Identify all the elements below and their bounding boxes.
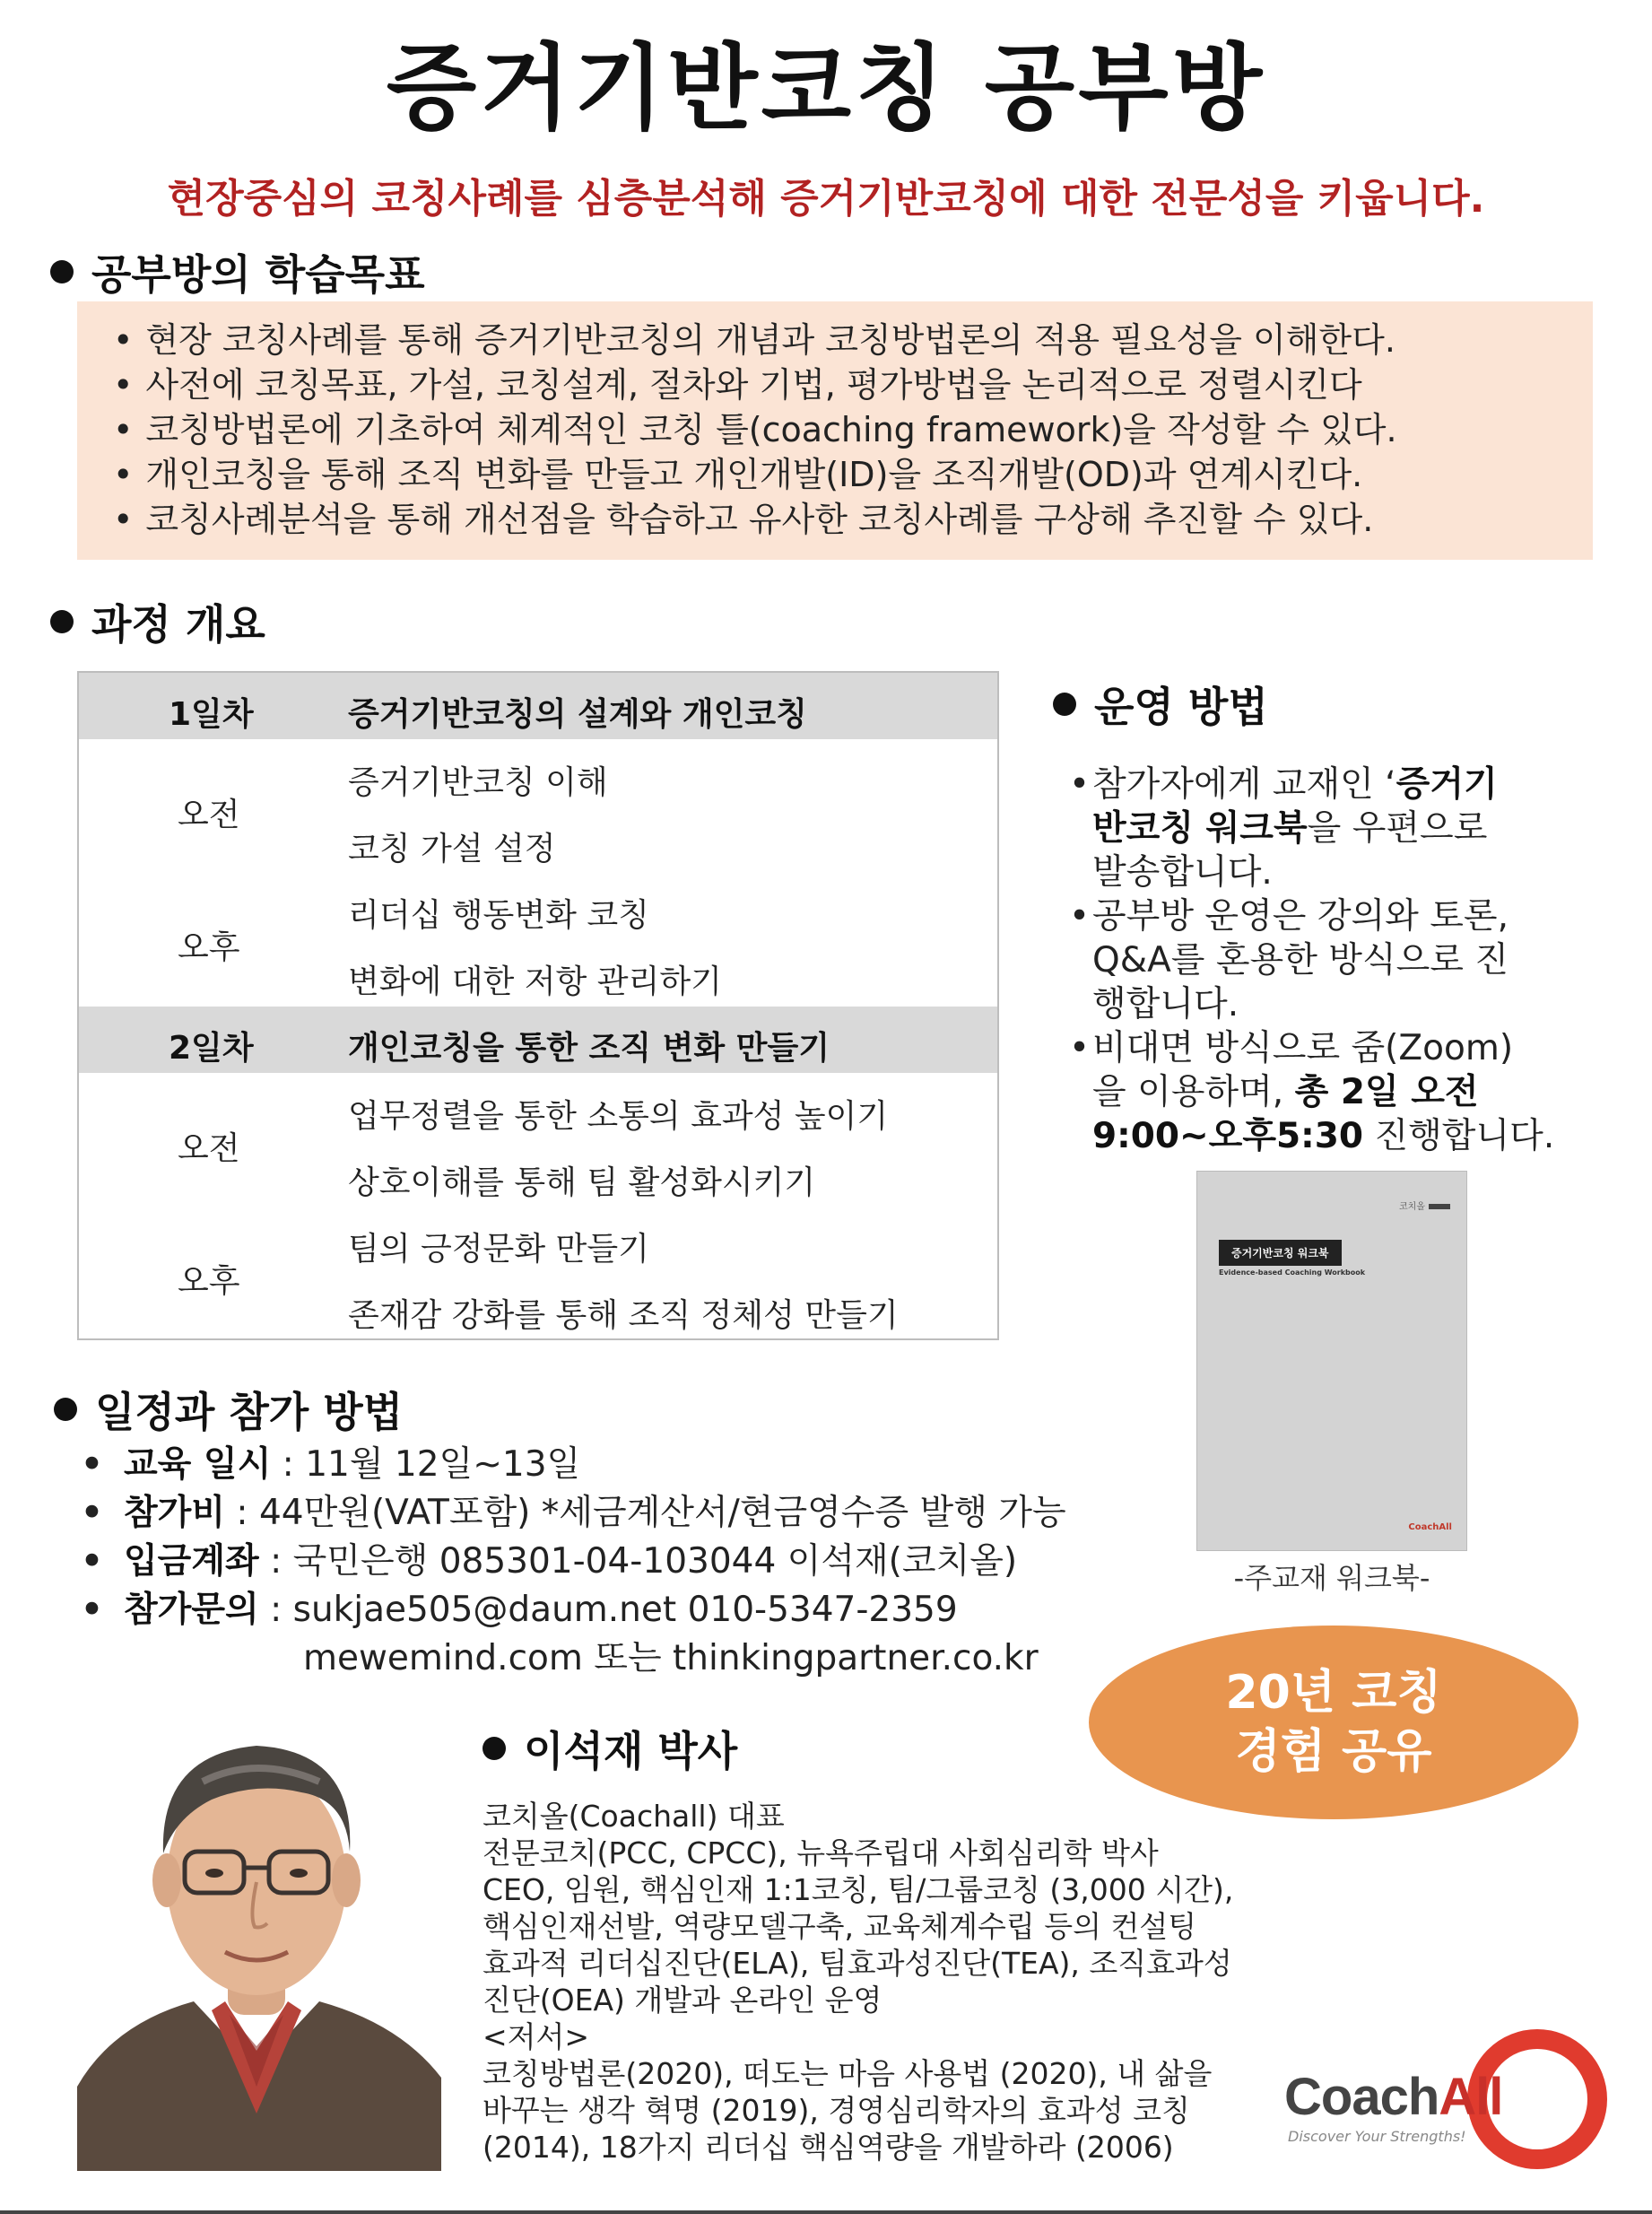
contact-websites: mewemind.com 또는 thinkingpartner.co.kr xyxy=(303,1638,1039,1678)
workbook-cover-title: 증거기반코칭 워크북 xyxy=(1219,1240,1342,1266)
goals-box xyxy=(77,301,1593,560)
logo-brand: CoachAll xyxy=(1284,2068,1503,2126)
operation-heading-text: 운영 방법 xyxy=(1094,683,1268,731)
workbook-cover-subtitle: Evidence-based Coaching Workbook xyxy=(1219,1268,1366,1277)
operation-heading xyxy=(1053,675,1268,734)
course-heading xyxy=(50,592,265,651)
session-label: 오후 xyxy=(178,1263,240,1300)
goal-item: • 현장 코칭사례를 통해 증거기반코칭의 개념과 코칭방법론의 적용 필요성을 이해한다. xyxy=(113,320,1396,360)
badge-line: 20년 코칭 xyxy=(1225,1666,1442,1720)
workbook-publisher: 코치올 xyxy=(1399,1199,1450,1212)
operation-item: • 공부방 운영은 강의와 토론, Q&A를 혼용한 방식으로 진 행합니다. xyxy=(1069,894,1571,1026)
day-header-row xyxy=(79,673,997,739)
schedule-list xyxy=(77,1441,1109,1683)
course-table xyxy=(77,671,999,1340)
schedule-heading-text: 일정과 참가 방법 xyxy=(95,1388,404,1436)
goal-item: • 개인코칭을 통해 조직 변화를 만들고 개인개발(ID)을 조직개발(OD)과 연계시킨다. xyxy=(113,455,1363,494)
day-label: 1일차 xyxy=(169,696,254,733)
session-topic: 증거기반코칭 이해 xyxy=(348,764,608,801)
operation-item: • 참가자에게 교재인 ‘증거기 반코칭 워크북을 우편으로 발송합니다. xyxy=(1069,763,1571,894)
bio-line: 진단(OEA) 개발과 온라인 운영 xyxy=(483,1983,883,2018)
session-topic: 리더십 행동변화 코칭 xyxy=(348,897,649,934)
goal-item: • 코칭사례분석을 통해 개선점을 학습하고 유사한 코칭사례를 구상해 추진할 수 있다. xyxy=(113,500,1374,539)
bullet-icon xyxy=(50,260,74,283)
session-label: 오전 xyxy=(178,1130,240,1167)
session-label: 오후 xyxy=(178,929,240,966)
bullet-icon xyxy=(54,1398,77,1421)
logo-tagline: Discover Your Strengths! xyxy=(1288,2128,1466,2145)
session-topic: 존재감 강화를 통해 조직 정체성 만들기 xyxy=(348,1297,899,1334)
bullet-icon xyxy=(50,610,74,633)
day-header-row xyxy=(79,1007,997,1073)
bio-heading-text: 이석재 박사 xyxy=(524,1727,738,1775)
portrait-photo xyxy=(77,1692,441,2171)
bio-line: 바꾸는 생각 혁명 (2019), 경영심리학자의 효과성 코칭 xyxy=(483,2093,1190,2128)
day-label: 2일차 xyxy=(169,1030,254,1067)
session-topic: 상호이해를 통해 팀 활성화시키기 xyxy=(348,1164,816,1201)
operation-list xyxy=(1069,763,1571,1158)
bio-line: 코치올(Coachall) 대표 xyxy=(483,1799,785,1834)
day-theme: 증거기반코칭의 설계와 개인코칭 xyxy=(348,696,807,733)
bio-text xyxy=(483,1798,1290,2166)
bio-line: 전문코치(PCC, CPCC), 뉴욕주립대 사회심리학 박사 xyxy=(483,1835,1159,1870)
operation-item: • 비대면 방식으로 줌(Zoom) 을 이용하며, 총 2일 오전 9:00~오후5:30 진행합니다. xyxy=(1069,1026,1571,1158)
experience-badge xyxy=(1089,1626,1578,1819)
workbook-caption: -주교재 워크북- xyxy=(1233,1561,1430,1595)
page-subtitle: 현장중심의 코칭사례를 심층분석해 증거기반코칭에 대한 전문성을 키웁니다. xyxy=(167,176,1485,222)
course-heading-text: 과정 개요 xyxy=(91,600,265,649)
schedule-heading xyxy=(54,1380,403,1439)
schedule-row: • 참가문의 : sukjae505@daum.net 010-5347-2359 xyxy=(81,1590,958,1630)
bio-line: (2014), 18가지 리더십 핵심역량을 개발하라 (2006) xyxy=(483,2130,1174,2165)
bio-line: 핵심인재선발, 역량모델구축, 교육체계수립 등의 컨설팅 xyxy=(483,1909,1197,1944)
bullet-icon xyxy=(483,1737,506,1760)
session-topic: 팀의 긍정문화 만들기 xyxy=(348,1231,649,1268)
portrait-illustration xyxy=(77,1692,441,2171)
schedule-row: • 입금계좌 : 국민은행 085301-04-103044 이석재(코치올) xyxy=(81,1541,1018,1582)
bottom-divider xyxy=(0,2210,1652,2214)
bullet-icon xyxy=(1053,693,1076,716)
session-topic: 코칭 가설 설정 xyxy=(348,831,556,867)
bio-line: 효과적 리더십진단(ELA), 팀효과성진단(TEA), 조직효과성 xyxy=(483,1946,1232,1981)
page-title: 증거기반코칭 공부방 xyxy=(386,33,1266,143)
workbook-cover-image xyxy=(1196,1171,1467,1551)
session-topic: 변화에 대한 저항 관리하기 xyxy=(348,963,722,1000)
session-label: 오전 xyxy=(178,797,240,833)
goals-heading-text: 공부방의 학습목표 xyxy=(91,250,425,299)
goals-heading xyxy=(50,242,425,301)
bio-line: 코칭방법론(2020), 떠도는 마음 사용법 (2020), 내 삶을 xyxy=(483,2056,1213,2091)
schedule-row: • 참가비 : 44만원(VAT포함) *세금계산서/현금영수증 발행 가능 xyxy=(81,1493,1066,1533)
bio-heading xyxy=(483,1719,737,1778)
goal-item: • 코칭방법론에 기초하여 체계적인 코칭 틀(coaching framework)을 작성할 수 있다. xyxy=(113,410,1397,449)
session-topic: 업무정렬을 통한 소통의 효과성 높이기 xyxy=(348,1098,889,1135)
goal-item: • 사전에 코칭목표, 가설, 코칭설계, 절차와 기법, 평가방법을 논리적으로 정렬시킨다 xyxy=(113,365,1362,405)
badge-line: 경험 공유 xyxy=(1235,1725,1432,1779)
workbook-cover-logo: CoachAll xyxy=(1408,1522,1452,1532)
schedule-row: • 교육 일시 : 11월 12일~13일 xyxy=(81,1444,581,1485)
coachall-logo xyxy=(1274,2022,1614,2175)
day-theme: 개인코칭을 통한 조직 변화 만들기 xyxy=(348,1030,830,1067)
bio-line: CEO, 임원, 핵심인재 1:1코칭, 팀/그룹코칭 (3,000 시간), xyxy=(483,1872,1234,1907)
bio-line: <저서> xyxy=(483,2019,590,2054)
